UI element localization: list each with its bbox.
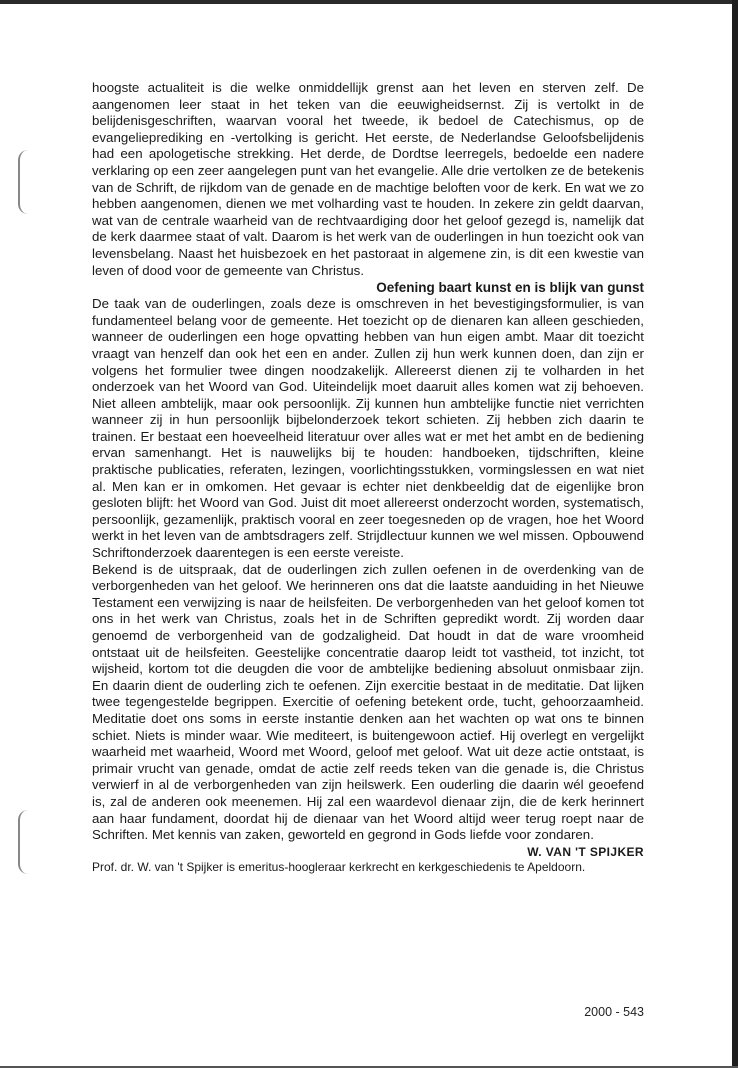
page-number: 2000 - 543 — [584, 1005, 644, 1019]
paragraph-3: Bekend is de uitspraak, dat de ouderlingen zich zullen oefenen in de overdenking van de verborgenheden van het geloof. We herinneren ons dat die laatste aanduiding in het Nieuwe Testament een verwijzing is naar de heilsfeiten. De verborgenheden van het geloof komen tot ons in het werk van Christus, zoals het in de Schriften gepredikt wordt. Zij worden daar genoemd de verborgenheid van de godzaligheid. Dat houdt in dat de ware vroomheid ontstaat uit de heilsfeiten. Geestelijke concentratie daarop leidt tot vastheid, tot inzicht, tot wijsheid, kortom tot die deugden die voor de ambtelijke bediening absoluut onmisbaar zijn. En daarin dient de ouderling zich te oefenen. Zijn exercitie bestaat in de meditatie. Dat lijken twee tegengestelde begrippen. Exercitie of oefening betekent orde, tucht, gehoorzaamheid. Meditatie doet ons soms in eerste instantie denken aan het wachten op wat ons te binnen schiet. Niets is minder waar. Wie mediteert, is buitengewoon actief. Hij overlegt en vergelijkt waarheid met waarheid, Woord met Woord, geloof met geloof. Wat uit deze actie ontstaat, is primair vrucht van genade, omdat de actie zelf reeds teken van die genade is, die Christus verwierf in al de verborgenheden van zijn heilswerk. Een ouderling die daarin wél geoefend is, zal de anderen ook meenemen. Hij zal een waardevol dienaar zijn, die de kerk herinnert aan haar fundament, doordat hij de dienaar van het Woord altijd weer terug roept naar de Schriften. Met kennis van zaken, geworteld en gegrond in Gods liefde voor zondaren. — [92, 561, 644, 843]
scan-edge-top — [0, 0, 738, 4]
binding-mark-bottom — [18, 810, 34, 874]
scan-edge-right — [732, 0, 738, 1068]
paragraph-1: hoogste actualiteit is die welke onmiddellijk grenst aan het leven en sterven zelf. De aangenomen leer staat in het teken van die eeuwigheidsernst. Zij is vertolkt in de belijdenisgeschriften, waarvan vooral het tweede, ik bedoel de Catechismus, op de evangelieprediking en -vertolking is gericht. Het eerste, de Nederlandse Geloofsbelijdenis had een apologetische strekking. Het derde, de Dordtse leerregels, bedoelde een nadere verklaring op een zeer aangelegen punt van het evangelie. Alle drie vertolken ze de betekenis van de Schrift, de rijkdom van de genade en de machtige beloften voor de kerk. En wat we zo hebben aangenomen, dienen we met volharding vast te houden. In zekere zin geldt daarvan, wat van de centrale waarheid van de rechtvaardiging door het geloof gezegd is, namelijk dat de kerk daarmee staat of valt. Daarom is het werk van de ouderlingen in hun toezicht ook van levensbelang. Naast het huisbezoek en het pastoraat in algemene zin, is dit een kwestie van leven of dood voor de gemeente van Christus. — [92, 80, 644, 278]
binding-mark-top — [18, 150, 34, 214]
section-heading: Oefening baart kunst en is blijk van gunst — [376, 280, 644, 296]
article-body — [92, 80, 644, 875]
author-bio: Prof. dr. W. van 't Spijker is emeritus-hoogleraar kerkrecht en kerkgeschiedenis te Apeldoorn. — [92, 860, 586, 875]
author-signature: W. VAN 'T SPIJKER — [527, 844, 644, 859]
paragraph-2: De taak van de ouderlingen, zoals deze is omschreven in het bevestigingsformulier, is van fundamenteel belang voor de gemeente. Het toezicht op de dienaren kan alleen geschieden, wanneer de ouderlingen een hoge opvatting hebben van hun eigen ambt. Maar dit toezicht vraagt van henzelf dan ook het een en ander. Zullen zij hun werk kunnen doen, dan zijn er volgens het formulier twee dingen noodzakelijk. Allereerst dienen zij te volharden in het onderzoek van het Woord van God. Uiteindelijk moet daaruit alles komen wat zij behoeven. Niet alleen ambtelijk, maar ook persoonlijk. Zij kunnen hun ambtelijke functie niet verrichten wanneer zij in hun persoonlijk bijbelonderzoek tekort schieten. Zij hebben zich daarin te trainen. Er bestaat een hoeveelheid literatuur over alles wat er met het ambt en de bediening ervan samenhangt. Het is nauwelijks bij te houden: handboeken, tijdschriften, kleine praktische publicaties, referaten, lezingen, voorlichtingsstukken, vormingslessen en wat niet al. Men kan er in omkomen. Het gevaar is echter niet denkbeeldig dat de eigenlijke bron gesloten blijft: het Woord van God. Juist dit moet allereerst onderzocht worden, systematisch, persoonlijk, gezamenlijk, praktisch vooral en zeer toegesneden op de vragen, hoe het Woord werkt in het leven van de ambtsdragers zelf. Strijdlectuur kunnen we wel missen. Opbouwend Schriftonderzoek daarentegen is een eerste vereiste. — [92, 296, 644, 561]
